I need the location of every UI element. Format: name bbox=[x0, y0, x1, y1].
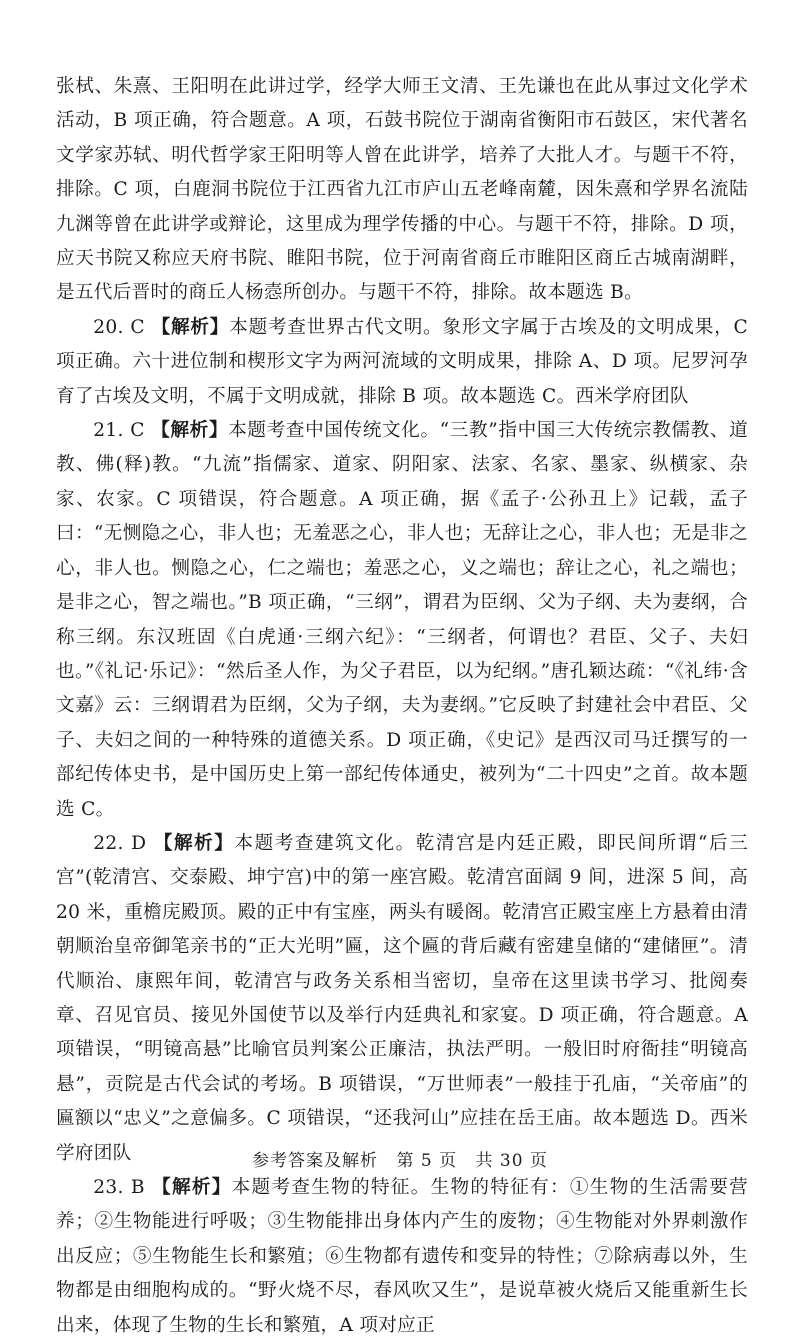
answer-20 bbox=[56, 311, 748, 414]
page-footer bbox=[0, 1146, 800, 1171]
analysis-tag: 【解析】 bbox=[153, 832, 235, 854]
paragraph-19-continued: 张栻、朱熹、王阳明在此讲过学，经学大师王文清、王先谦也在此从事过文化学术活动，B 项正确，符合题意。A 项，石鼓书院位于湖南省衡阳市石鼓区，宋代著名文学家苏轼、明代哲学家王阳明等人曾在此讲学，培养了大批人才。与题干不符，排除。C 项，白鹿洞书院位于江西省九江市庐山五老峰南麓，因朱熹和学界名流陆九渊等曾在此讲学或辩论，这里成为理学传播的中心。与题干不符，排除。D 项，应天书院又称应天府书院、睢阳书院，位于河南省商丘市睢阳区商丘古城南湖畔，是五代后晋时的商丘人杨悫所创办。与题干不符，排除。故本题选 B。 bbox=[56, 76, 748, 304]
answer-20-body: 本题考查世界古代文明。象形文字属于古埃及的文明成果，C 项正确。六十进位制和楔形文字为两河流域的文明成果，排除 A、D 项。尼罗河孕育了古埃及文明，不属于文明成就，排除 B 项。故本题选 C。西米学府团队 bbox=[56, 316, 749, 407]
answer-23-head: 23. B bbox=[93, 1177, 145, 1198]
analysis-tag: 【解析】 bbox=[151, 316, 230, 338]
answer-21-head: 21. C bbox=[93, 420, 145, 442]
footer-total-pages: 共 30 页 bbox=[475, 1151, 548, 1171]
answer-21 bbox=[56, 414, 748, 827]
answer-23-body: 本题考查生物的特征。生物的特征有：①生物的生活需要营养；②生物能进行呼吸；③生物能排出身体内产生的废物；④生物能对外界刺激作出反应；⑤生物能生长和繁殖；⑥生物都有遗传和变异的特性；⑦除病毒以外，生物都是由细胞构成的。“野火烧不尽，春风吹又生”，是说草被火烧后又能重新生长出来，体现了生物的生长和繁殖，A 项对应正 bbox=[56, 1177, 748, 1336]
answer-21-body: 本题考查中国传统文化。“三教”指中国三大传统宗教儒教、道教、佛(释)教。“九流”指儒家、道家、阴阳家、法家、名家、墨家、纵横家、杂家、农家。C 项错误，符合题意。A 项正确，据《孟子·公孙丑上》记载，孟子曰：“无恻隐之心，非人也；无羞恶之心，非人也；无辞让之心，非人也；无是非之心，非人也。恻隐之心，仁之端也；羞恶之心，义之端也；辞让之心，礼之端也；是非之心，智之端也。”B 项正确，“三纲”，谓君为臣纲、父为子纲、夫为妻纲，合称三纲。东汉班固《白虎通·三纲六纪》：“三纲者，何谓也？君臣、父子、夫妇也。”《礼记·乐记》：“然后圣人作，为父子君臣，以为纪纲。”唐孔颖达疏：“《礼纬·含文嘉》云：三纲谓君为臣纲，父为子纲，夫为妻纲。”它反映了封建社会中君臣、父子、夫妇之间的一种特殊的道德关系。D 项正确，《史记》是西汉司马迁撰写的一部纪传体史书，是中国历史上第一部纪传体通史，被列为“二十四史”之首。故本题选 C。 bbox=[56, 420, 748, 820]
answer-22 bbox=[56, 827, 748, 1171]
footer-title: 参考答案及解析 bbox=[252, 1151, 379, 1171]
answer-20-head: 20. C bbox=[93, 316, 145, 338]
analysis-tag: 【解析】 bbox=[152, 1177, 232, 1198]
answer-23 bbox=[56, 1171, 748, 1343]
answer-22-head: 22. D bbox=[93, 832, 147, 854]
analysis-tag: 【解析】 bbox=[151, 420, 229, 442]
answer-22-body: 本题考查建筑文化。乾清宫是内廷正殿，即民间所谓“后三宫”(乾清宫、交泰殿、坤宁宫)中的第一座宫殿。乾清宫面阔 9 间，进深 5 间，高 20 米，重檐庑殿顶。殿的正中有宝座，两头有暖阁。乾清宫正殿宝座上方悬着由清朝顺治皇帝御笔亲书的“正大光明”匾，这个匾的背后藏有密建皇储的“建储匣”。清代顺治、康熙年间，乾清宫与政务关系相当密切，皇帝在这里读书学习、批阅奏章、召见官员、接见外国使节以及举行内廷典礼和家宴。D 项正确，符合题意。A 项错误，“明镜高悬”比喻官员判案公正廉洁，执法严明。一般旧时府衙挂“明镜高悬”，贡院是古代会试的考场。B 项错误，“万世师表”一般挂于孔庙，“关帝庙”的匾额以“忠义”之意偏多。C 项错误，“还我河山”应挂在岳王庙。故本题选 D。西米学府团队 bbox=[56, 832, 748, 1164]
footer-page-number: 第 5 页 bbox=[396, 1151, 458, 1171]
